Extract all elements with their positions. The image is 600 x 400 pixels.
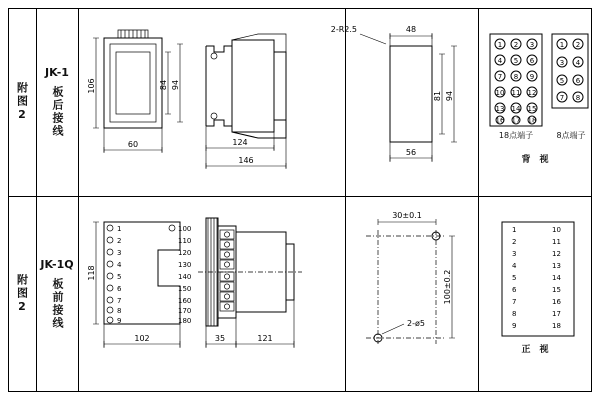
svg-text:6: 6: [117, 285, 122, 293]
svg-text:14: 14: [552, 274, 561, 282]
svg-text:2: 2: [513, 41, 519, 49]
svg-text:5: 5: [559, 77, 565, 85]
svg-text:3: 3: [512, 250, 517, 258]
svg-text:2: 2: [117, 237, 122, 245]
svg-text:7: 7: [117, 297, 122, 305]
svg-text:180: 180: [178, 317, 192, 325]
svg-text:15: 15: [527, 105, 537, 113]
svg-text:8: 8: [512, 310, 517, 318]
svg-text:12: 12: [527, 89, 537, 97]
svg-text:130: 130: [178, 261, 192, 269]
svg-text:18: 18: [527, 116, 537, 125]
svg-text:15: 15: [552, 286, 561, 294]
svg-text:8: 8: [575, 94, 581, 102]
dim-94b: 94: [445, 90, 454, 102]
svg-text:1: 1: [559, 41, 565, 49]
svg-text:7: 7: [497, 73, 503, 81]
svg-text:5: 5: [512, 274, 517, 282]
svg-text:8: 8: [513, 73, 519, 81]
row2-wiring-text: 板前接线: [51, 278, 64, 330]
back-view-label: 背 视: [521, 155, 549, 165]
dim-60: 60: [127, 140, 139, 149]
svg-text:3: 3: [559, 59, 565, 67]
svg-text:11: 11: [511, 89, 521, 97]
row2-model-text: JK-1Q: [40, 258, 74, 271]
terminal-list-left: [512, 226, 517, 330]
svg-text:2: 2: [575, 41, 581, 49]
svg-text:110: 110: [178, 237, 192, 245]
svg-text:7: 7: [559, 94, 565, 102]
svg-text:13: 13: [552, 262, 561, 270]
dim-106: 106: [87, 78, 96, 94]
svg-text:13: 13: [495, 105, 505, 113]
svg-text:140: 140: [178, 273, 192, 281]
svg-text:1: 1: [512, 226, 517, 234]
svg-text:4: 4: [497, 57, 503, 65]
svg-text:4: 4: [512, 262, 517, 270]
svg-text:9: 9: [512, 322, 517, 330]
dim-146: 146: [238, 156, 254, 165]
dim-94: 94: [171, 79, 180, 91]
svg-text:6: 6: [575, 77, 581, 85]
svg-text:14: 14: [511, 105, 521, 113]
terminal-18-label: 18点端子: [498, 131, 534, 140]
row1-wiring-text: 板后接线: [51, 86, 64, 138]
svg-text:12: 12: [552, 250, 561, 258]
terminal-8-label: 8点端子: [556, 131, 586, 140]
svg-text:11: 11: [552, 238, 561, 246]
svg-text:18: 18: [552, 322, 561, 330]
svg-text:6: 6: [529, 57, 535, 65]
svg-text:1: 1: [497, 41, 503, 49]
dim-48: 48: [405, 25, 417, 34]
dim-56: 56: [405, 148, 417, 157]
svg-text:16: 16: [495, 116, 505, 125]
svg-text:8: 8: [117, 307, 122, 315]
svg-text:9: 9: [117, 317, 122, 325]
dim-100: 100±0.2: [443, 269, 452, 305]
svg-text:17: 17: [511, 116, 521, 125]
svg-text:7: 7: [512, 298, 517, 306]
svg-text:10: 10: [495, 89, 505, 97]
svg-text:10: 10: [552, 226, 561, 234]
dim-35: 35: [214, 334, 226, 343]
dim-118: 118: [87, 265, 96, 281]
dim-81: 81: [433, 90, 442, 102]
svg-text:100: 100: [178, 225, 192, 233]
svg-text:120: 120: [178, 249, 192, 257]
svg-text:170: 170: [178, 307, 192, 315]
svg-text:160: 160: [178, 297, 192, 305]
dim-30: 30±0.1: [392, 211, 422, 220]
svg-text:1: 1: [117, 225, 122, 233]
svg-text:5: 5: [513, 57, 519, 65]
row2-tag-text: 附图2: [15, 273, 29, 315]
svg-text:17: 17: [552, 310, 561, 318]
svg-text:9: 9: [529, 73, 535, 81]
svg-text:5: 5: [117, 273, 122, 281]
row1-model-text: JK-1: [45, 66, 69, 79]
svg-text:16: 16: [552, 298, 561, 306]
svg-text:3: 3: [529, 41, 535, 49]
dim-84: 84: [159, 79, 168, 91]
svg-text:150: 150: [178, 285, 192, 293]
svg-text:4: 4: [575, 59, 581, 67]
svg-text:6: 6: [512, 286, 517, 294]
svg-text:3: 3: [117, 249, 122, 257]
terminal-list-right: [552, 226, 561, 330]
dim-102: 102: [134, 334, 150, 343]
dim-2r25: 2-R2.5: [330, 25, 357, 34]
svg-text:2: 2: [512, 238, 517, 246]
svg-text:4: 4: [117, 261, 122, 269]
dim-124: 124: [232, 138, 248, 147]
front-view-label: 正 视: [521, 345, 549, 355]
dim-121: 121: [257, 334, 273, 343]
dim-2d5: 2-ø5: [407, 319, 425, 328]
row1-tag-text: 附图2: [15, 81, 29, 123]
